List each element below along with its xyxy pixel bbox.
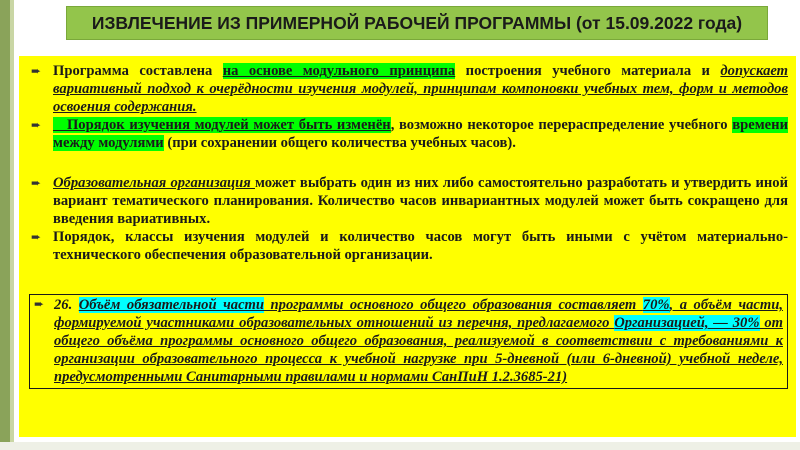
p2-highlight-2: времени между модулями xyxy=(53,117,788,151)
paragraph-1 xyxy=(31,62,788,116)
p1-italic-text: допускает вариативный подход к очерёдности изучения модулей, принципам компоновки учебных тем, форм и методов освоения содержания. xyxy=(53,63,788,115)
p1-text-1: Программа составлена xyxy=(53,63,223,79)
arrow-bullet-icon: ➨ xyxy=(31,64,42,78)
paragraph-5-clause-26 xyxy=(29,294,788,389)
left-decor-bar xyxy=(0,0,10,450)
p3-italic-text: Образовательная организация xyxy=(53,175,255,191)
paragraph-4 xyxy=(31,228,788,264)
p5-number: 26. xyxy=(54,297,79,313)
paragraph-2 xyxy=(31,116,788,152)
arrow-bullet-icon: ➨ xyxy=(31,176,42,190)
p1-text-2: построения учебного материала и xyxy=(455,63,721,79)
arrow-bullet-icon: ➨ xyxy=(34,297,45,311)
content-box xyxy=(19,56,796,437)
p4-text: Порядок, классы изучения модулей и количество часов могут быть иными с учётом материально-технического обеспечения образовательной организации. xyxy=(53,229,788,263)
paragraph-3 xyxy=(31,174,788,228)
p1-highlight: на основе модульного принципа xyxy=(222,63,456,79)
p5-text-2: , а объём части, формируемой участниками образовательных отношений из перечня, предлагаемого xyxy=(54,297,783,331)
arrow-bullet-icon: ➨ xyxy=(31,230,42,244)
p5-text-1: программы основного общего образования составляет xyxy=(264,297,643,313)
p2-text-2: (при сохранении общего количества учебных часов). xyxy=(163,135,516,151)
p3-text: может выбрать один из них либо самостоятельно разработать и утвердить иной вариант тематического планирования. Количество часов инвариантных модулей может быть сокращено для введения вариативных. xyxy=(53,175,788,227)
p5-highlight-1: Объём обязательной части xyxy=(78,297,265,313)
p2-text-1: , возможно некоторое перераспределение учебного xyxy=(390,117,733,133)
bottom-decor-stripe xyxy=(0,442,800,450)
left-decor-stripe xyxy=(10,0,14,450)
p5-text-3: от общего объёма программы основного общего образования, реализуемой в соответствии с требованиями к организации образовательного процесса к учебной нагрузке при 5-дневной (или 6-дневной) учебной неделе, предусмотренными Санитарными правилами и нормами СанПиН 1.2.3685-21) xyxy=(54,315,783,385)
p5-highlight-3: Организацией, — 30% xyxy=(614,315,760,331)
arrow-bullet-icon: ➨ xyxy=(31,118,42,132)
p2-highlight-1: Порядок изучения модулей может быть изменён xyxy=(53,117,391,133)
p5-highlight-2: 70% xyxy=(642,297,670,313)
slide-title: ИЗВЛЕЧЕНИЕ ИЗ ПРИМЕРНОЙ РАБОЧЕЙ ПРОГРАММЫ (от 15.09.2022 года) xyxy=(66,6,768,40)
